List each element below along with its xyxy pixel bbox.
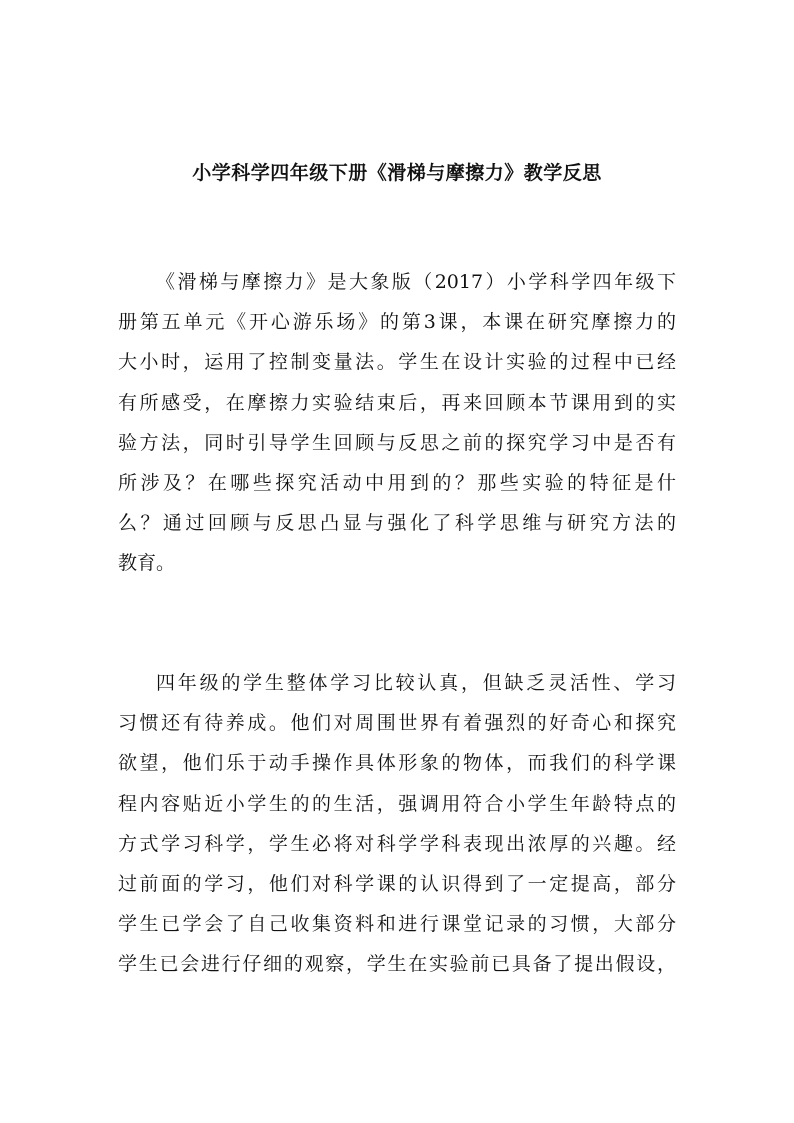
paragraph-line: 欲望，他们乐于动手操作具体形象的物体，而我们的科学课 (118, 752, 676, 775)
document-title: 小学科学四年级下册《滑梯与摩擦力》教学反思 (192, 162, 602, 184)
paragraph-line: 验方法，同时引导学生回顾与反思之前的探究学习中是否有 (118, 431, 676, 454)
paragraph-line: 所涉及？在哪些探究活动中用到的？那些实验的特征是什 (118, 471, 676, 494)
paragraph-line: 大小时，运用了控制变量法。学生在设计实验的过程中已经 (118, 351, 676, 374)
paragraph-line: 有所感受，在摩擦力实验结束后，再来回顾本节课用到的实 (118, 391, 676, 414)
paragraph-line: 过前面的学习，他们对科学课的认识得到了一定提高，部分 (118, 872, 676, 895)
paragraph-line: 学生已学会了自己收集资料和进行课堂记录的习惯，大部分 (118, 913, 676, 936)
paragraph-line: 方式学习科学，学生必将对科学学科表现出浓厚的兴趣。经 (118, 832, 676, 855)
paragraph-line: 四年级的学生整体学习比较认真，但缺乏灵活性、学习 (156, 672, 676, 694)
paragraph-line: 么？通过回顾与反思凸显与强化了科学思维与研究方法的 (118, 512, 676, 535)
paragraph-line: 程内容贴近小学生的的生活，强调用符合小学生年龄特点的 (118, 792, 676, 815)
paragraph-line: 学生已会进行仔细的观察，学生在实验前已具备了提出假设， (118, 953, 676, 976)
paragraph-line: 《滑梯与摩擦力》是大象版（2017）小学科学四年级下 (156, 271, 676, 293)
paragraph-line: 教育。 (118, 552, 176, 575)
paragraph-line: 册第五单元《开心游乐场》的第3课，本课在研究摩擦力的 (118, 311, 676, 334)
paragraph-2 (118, 663, 676, 985)
paragraph-line: 习惯还有待养成。他们对周围世界有着强烈的好奇心和探究 (118, 712, 676, 735)
paragraph-1 (118, 262, 676, 584)
